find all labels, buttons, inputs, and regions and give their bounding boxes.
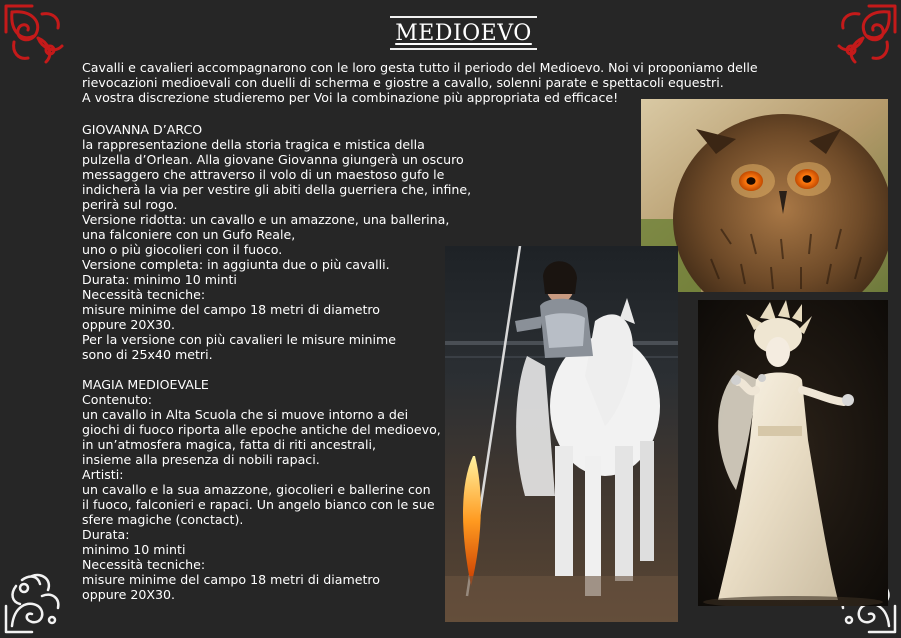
giovanna-line: la rappresentazione della storia tragica e mistica della — [82, 137, 425, 152]
giovanna-line: perirà sul rogo. — [82, 197, 178, 212]
red-celtic-ornament-icon — [2, 2, 72, 72]
magia-line: sfere magiche (conctact). — [82, 512, 244, 527]
giovanna-line: Per la versione con più cavalieri le misure minime — [82, 332, 396, 347]
intro-line: A vostra discrezione studieremo per Voi la combinazione più appropriata ed efficace! — [82, 90, 619, 105]
title-frame — [390, 16, 537, 50]
magia-line: Durata: — [82, 527, 130, 542]
magia-line: Artisti: — [82, 467, 124, 482]
white-celtic-ornament-icon — [2, 566, 72, 636]
magia-line: Contenuto: — [82, 392, 153, 407]
magia-line: il fuoco, falconieri e rapaci. Un angelo bianco con le sue — [82, 497, 435, 512]
magia-line: Necessità tecniche: — [82, 557, 206, 572]
giovanna-line: misure minime del campo 18 metri di diametro — [82, 302, 381, 317]
magia-line: un cavallo in Alta Scuola che si muove intorno a dei — [82, 407, 409, 422]
giovanna-line: oppure 20X30. — [82, 317, 176, 332]
page-title: MEDIOEVO — [395, 20, 532, 46]
magia-line: un cavallo e la sua amazzone, giocolieri e ballerine con — [82, 482, 431, 497]
giovanna-line: una falconiere con un Gufo Reale, — [82, 227, 296, 242]
intro-line: rievocazioni medioevali con duelli di scherma e giostre a cavallo, solenni parate e spettacoli equestri. — [82, 75, 724, 90]
intro-line: Cavalli e cavalieri accompagnarono con le loro gesta tutto il periodo del Medioevo. Noi vi proponiamo delle — [82, 60, 758, 75]
giovanna-line: Necessità tecniche: — [82, 287, 206, 302]
section-heading-magia: MAGIA MEDIOEVALE — [82, 377, 209, 392]
red-celtic-ornament-icon — [829, 2, 899, 72]
owl-photo — [641, 99, 888, 292]
giovanna-line: Versione ridotta: un cavallo e un amazzone, una ballerina, — [82, 212, 450, 227]
magia-line: insieme alla presenza di nobili rapaci. — [82, 452, 320, 467]
giovanna-line: messaggero che attraverso il volo di un maestoso gufo le — [82, 167, 445, 182]
giovanna-line: uno o più giocolieri con il fuoco. — [82, 242, 283, 257]
magia-line: in un’atmosfera magica, fatta di riti ancestrali, — [82, 437, 376, 452]
magia-line: giochi di fuoco riporta alle epoche antiche del medioevo, — [82, 422, 441, 437]
white-angel-photo — [698, 300, 888, 606]
giovanna-line: pulzella d’Orlean. Alla giovane Giovanna giungerà un oscuro — [82, 152, 464, 167]
giovanna-line: Durata: minimo 10 minti — [82, 272, 237, 287]
magia-line: oppure 20X30. — [82, 587, 176, 602]
section-heading-giovanna: GIOVANNA D’ARCO — [82, 122, 203, 137]
text-column — [82, 122, 472, 602]
knight-horse-photo — [445, 246, 678, 622]
magia-line: minimo 10 minti — [82, 542, 186, 557]
giovanna-line: indicherà la via per vestire gli abiti della guerriera che, infine, — [82, 182, 472, 197]
giovanna-line: Versione completa: in aggiunta due o più cavalli. — [82, 257, 390, 272]
magia-line: misure minime del campo 18 metri di diametro — [82, 572, 381, 587]
giovanna-line: sono di 25x40 metri. — [82, 347, 213, 362]
